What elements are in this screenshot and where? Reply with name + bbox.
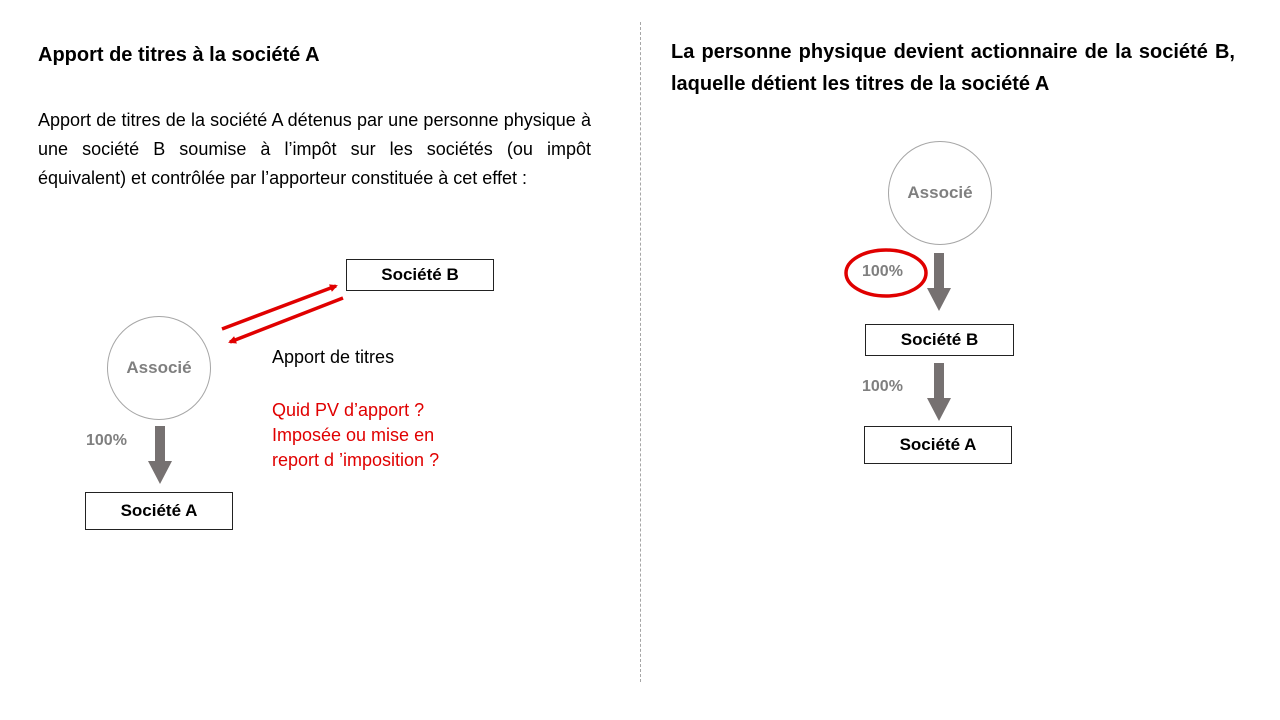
apport-label: Apport de titres — [272, 347, 395, 367]
right-down-arrow-bottom — [927, 363, 951, 421]
left-paragraph: Apport de titres de la société A détenus par une personne physique à une société B soumise à l’impôt sur les sociétés (ou impôt équivalent) et contrôlée par l’apporteur constituée à cet effet : — [38, 110, 591, 188]
right-title: La personne physique devient actionnaire de la société B, laquelle détient les titres de la société A — [671, 41, 1235, 95]
right-down-arrow-top — [927, 253, 951, 311]
left-pct-label: 100% — [86, 432, 127, 449]
left-societe-a-box: Société A — [85, 492, 233, 530]
right-pct-top: 100% — [862, 263, 903, 280]
right-societe-a-box: Société A — [864, 426, 1012, 464]
left-down-arrow — [148, 426, 172, 484]
question-line-2: Imposée ou mise en — [272, 425, 435, 445]
right-associe-circle: Associé — [888, 141, 992, 245]
right-pct-bottom: 100% — [862, 378, 903, 395]
left-societe-b-box: Société B — [346, 259, 494, 291]
question-line-1: Quid PV d’apport ? — [272, 400, 425, 420]
left-title: Apport de titres à la société A — [38, 44, 320, 66]
right-societe-b-box: Société B — [865, 324, 1014, 356]
question-line-3: report d ’imposition ? — [272, 450, 440, 470]
left-associe-circle: Associé — [107, 316, 211, 420]
